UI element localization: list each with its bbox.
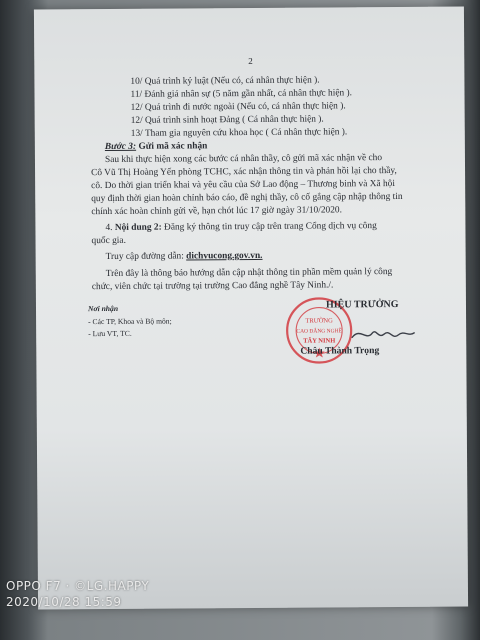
stamp-text-top: TRƯỜNG [305, 317, 333, 325]
document-page [34, 7, 468, 610]
stamp-text-mid: CAO ĐẲNG NGHỀ [296, 328, 342, 335]
content2-label: Nội dung 2: [114, 222, 162, 233]
list-item: 13/ Tham gia nguyên cứu khoa học ( Cá nhân thực hiện ). [130, 127, 348, 139]
step3-line: chính xác hoàn chỉnh gửi về, hạn chót lúc 17 giờ ngày 31/10/2020. [91, 205, 342, 218]
camera-watermark-line2: 2020/10/28 15:59 [6, 595, 122, 609]
content2-text-cont: quốc gia. [91, 235, 126, 247]
step3-line: Sau khi thực hiện xong các bước cá nhân thầy, cô gửi mã xác nhận về cho [104, 153, 383, 166]
closing-line: chức, viên chức tại trường tại trường Cao đẳng nghề Tây Ninh./. [91, 280, 334, 293]
step3-line: quy định thời gian hoàn chỉnh báo cáo, đề nghị thầy, cô cố gắng cập nhập thông tin [91, 191, 403, 205]
handwritten-signature [348, 319, 418, 347]
page-number: 2 [248, 55, 253, 67]
recipient-item: - Các TP, Khoa và Bộ môn; [88, 316, 172, 327]
signer-name: Châu Thành Trọng [300, 345, 380, 357]
closing-line: Trên đây là thông báo hướng dẫn cập nhật thông tin phần mềm quản lý công [105, 267, 393, 280]
recipients-title: Nơi nhận [87, 303, 119, 314]
content2-prefix: 4. [105, 222, 113, 234]
step3-line: Cô Vũ Thị Hoàng Yến phòng TCHC, xác nhận thông tin và phản hồi lại cho thầy, [91, 165, 397, 179]
stamp-text-bottom: TÂY NINH [303, 337, 336, 345]
step3-label: Bước 3: [104, 141, 137, 153]
signer-title: HIỆU TRƯỞNG [325, 298, 399, 311]
list-item: 12/ Quá trình sinh hoạt Đảng ( Cá nhân thực hiện ). [130, 114, 324, 126]
content2-heading [105, 221, 376, 234]
access-line [106, 251, 263, 263]
content2-text: Đăng ký thông tin truy cập trên trang Cổng dịch vụ công [164, 221, 377, 233]
step3-title: Gửi mã xác nhận [138, 141, 208, 152]
camera-watermark-line1: OPPO F7 · ©LG.HAPPY [6, 579, 150, 593]
recipient-item: - Lưu VT, TC. [88, 328, 132, 339]
camera-watermark [6, 578, 149, 610]
list-item: 10/ Quá trình kỷ luật (Nếu có, cá nhân thực hiện ). [130, 75, 320, 87]
list-item: 11/ Đánh giá nhân sự (5 năm gần nhất, cá nhân thực hiện ). [130, 88, 353, 100]
list-item: 12/ Quá trình đi nước ngoài (Nếu có, cá nhân thực hiện ). [130, 101, 346, 113]
access-label: Truy cập đường dẫn: [105, 251, 184, 263]
step3-heading [105, 141, 208, 153]
access-link[interactable]: dichvucong.gov.vn. [186, 250, 263, 262]
step3-line: cô. Do thời gian triển khai và yêu cầu của Sở Lao động – Thương binh và Xã hội [91, 178, 396, 192]
